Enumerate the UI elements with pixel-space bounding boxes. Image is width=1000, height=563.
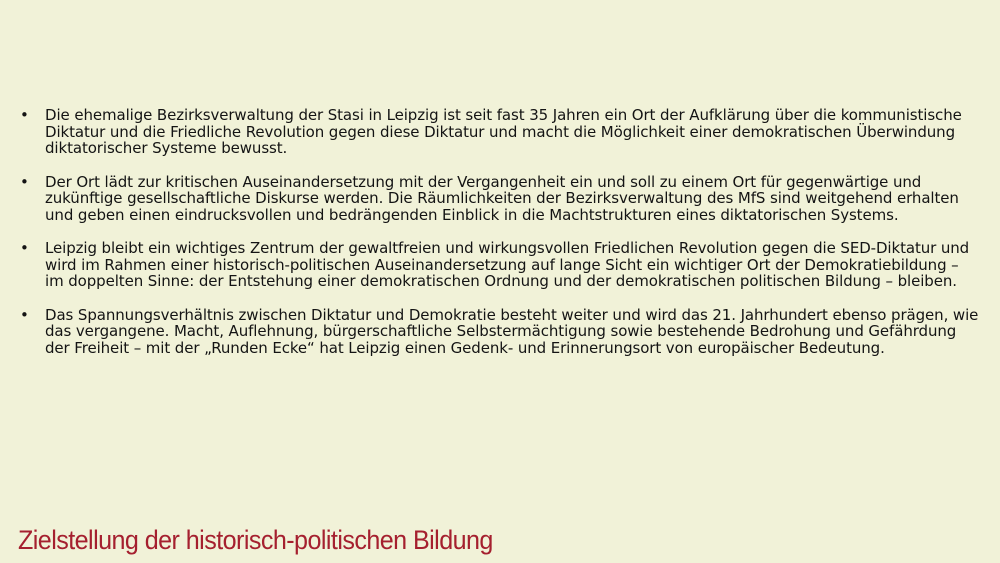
bullet-text: Der Ort lädt zur kritischen Auseinandersetzung mit der Vergangenheit ein und soll zu einem Ort für gegenwärtige und zukünftige gesellschaftliche Diskurse werden. Die Räumlichkeiten der Bezirksverwaltung des MfS sind weitgehend erhalten und geben einen eindrucksvollen und bedrängenden Einblick in die Machtstrukturen eines diktatorischen Systems. xyxy=(45,172,959,224)
bullet-list xyxy=(20,107,980,373)
bullet-text: Das Spannungsverhältnis zwischen Diktatur und Demokratie besteht weiter und wird das 21. Jahrhundert ebenso prägen, wie das vergangene. Macht, Auflehnung, bürgerschaftliche Selbstermächtigung sowie bestehende Bedrohung und Gefährdung der Freiheit – mit der „Runden Ecke“ hat Leipzig einen Gedenk- und Erinnerungsort von europäischer Bedeutung. xyxy=(45,305,979,357)
bullet-dot: • xyxy=(20,239,29,257)
bullet-item xyxy=(20,174,980,224)
bullet-dot: • xyxy=(20,106,29,124)
bullet-text: Leipzig bleibt ein wichtiges Zentrum der gewaltfreien und wirkungsvollen Friedlichen Revolution gegen die SED-Diktatur und wird im Rahmen einer historisch-politischen Auseinandersetzung auf lange Sicht ein wichtiger Ort der Demokratiebildung – im doppelten Sinne: der Entstehung einer demokratischen Ordnung und der demokratischen politischen Bildung – bleiben. xyxy=(45,239,970,290)
bullet-dot: • xyxy=(20,172,29,191)
bullet-item xyxy=(20,240,980,290)
bullet-item xyxy=(20,107,980,157)
bullet-item xyxy=(20,307,980,357)
slide-title: Zielstellung der historisch-politischen Bildung xyxy=(18,525,493,555)
bullet-text: Die ehemalige Bezirksverwaltung der Stasi in Leipzig ist seit fast 35 Jahren ein Ort der Aufklärung über die kommunistische Diktatur und die Friedliche Revolution gegen diese Diktatur und macht die Möglichkeit einer demokratischen Überwindung diktatorischer Systeme bewusst. xyxy=(45,106,962,157)
bullet-dot: • xyxy=(20,305,29,324)
